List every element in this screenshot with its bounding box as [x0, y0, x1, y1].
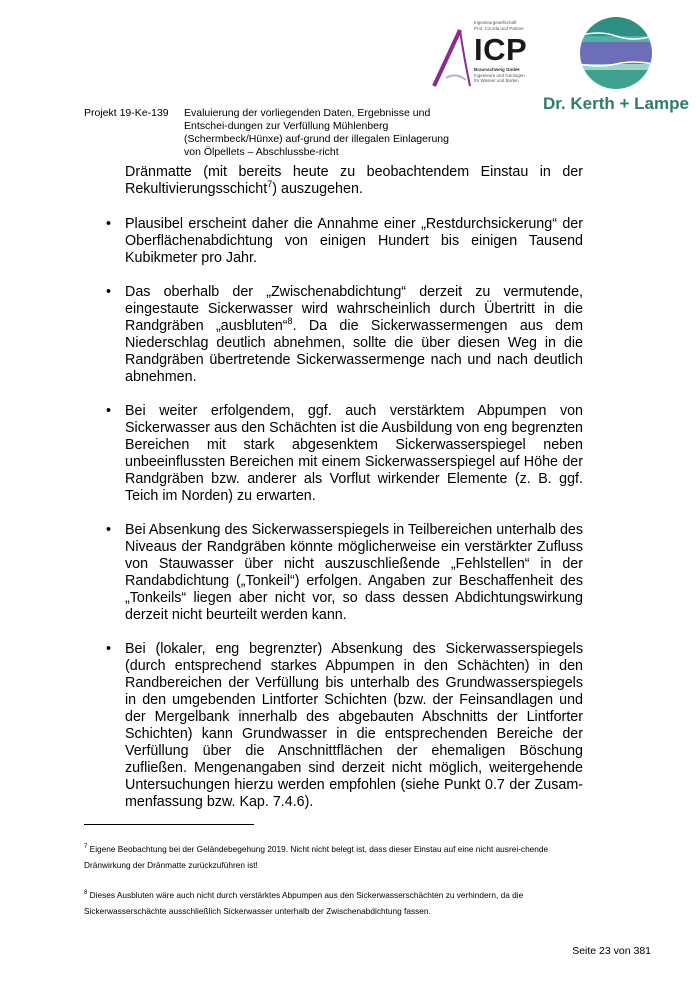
icp-logo-mark-icon: [432, 28, 472, 88]
kerth-lampe-name: Dr. Kerth + Lampe: [543, 94, 689, 113]
icp-logo-name: ICP: [474, 32, 528, 67]
list-item: • Plausibel erscheint daher die Annahme einer „Restdurchsickerung“ der Oberflächenabdichtung von einigen Hundert bis einigen Tausend Kubikmeter pro Jahr.: [125, 216, 583, 267]
footnote-7: $^7$ Eigene Beobachtung bei der Geländebegehung 2019. Nicht nicht belegt ist, dass dieser Einstau auf eine nicht ausrei-chende Dränwirkung der Dränmatte zurückzuführen ist!: [84, 844, 549, 870]
footnote-8: $^8$ Dieses Ausbluten wäre auch nicht durch verstärktes Abpumpen aus den Sickerwasserschächten zu verhindern, da die Sickerwasserschächte ausschließlich Sickerwasser unterhalb der Zwischenabdichtung fassen.: [84, 890, 524, 916]
globe-icon: [579, 16, 653, 90]
icp-logo-tagline: Ingenieurgesellschaft Prof. Czurda und Partner: [474, 20, 525, 31]
list-item: • Das oberhalb der „Zwischenabdichtung“ derzeit zu vermutende, eingestaute Sickerwasser wird wahrscheinlich durch Übertritt in die Randgräben „ausbluten“$^8$. Da die Sickerwassermengen aus dem Niederschlag deutlich abnehmen, sollte die über diesen Weg in die Randgräben übertretende Sickerwassermenge nach und nach deutlich abnehmen.: [125, 284, 583, 386]
bullet-list: [125, 216, 583, 811]
intro-paragraph: Dränmatte (mit bereits heute zu beobachtendem Einstau in der Rekultivierungsschicht$^7$) auszugehen.: [125, 164, 583, 197]
footnote-ref-8[interactable]: 8: [287, 316, 293, 327]
list-item: • Bei Absenkung des Sickerwasserspiegels in Teilbereichen unterhalb des Niveaus der Randgräben könnte möglicherweise ein verstärkter Zufluss von Stauwasser über nicht auszuschließende „Fehlstellen“ in der Randabdichtung („Tonkeil“) erfolgen. Angaben zur Beschaffenheit des „Tonkeils“ liegen aber nicht vor, so dass dessen Abdichtungswirkung derzeit nicht beurteilt werden kann.: [125, 522, 583, 624]
list-item: • Bei (lokaler, eng begrenzter) Absenkung des Sickerwasserspiegels (durch entsprechend starkes Abpumpen in den Schächten) in den Randbereichen der Verfüllung bis unterhalb des Grundwasserspiegels in den umgebenden Lintforter Schichten (bzw. der Feinsandlagen und der Mergelbank innerhalb des abgebauten Abschnitts der Lintforter Schichten) kann Grundwasser in die entsprechenden Bereiche der Verfüllung über die Anschnittflächen der ehemaligen Böschung zufließen. Mengenangaben sind derzeit nicht möglich, weitergehende Untersuchungen hierzu werden empfohlen (siehe Punkt 0.7 der Zusam-menfassung bzw. Kap. 7.4.6).: [125, 641, 583, 811]
footnote-ref-7[interactable]: 7: [267, 179, 273, 190]
footnote-divider: [84, 824, 254, 825]
document-title: Evaluierung der vorliegenden Daten, Ergebnisse und Entschei-dungen zur Verfüllung Mühlenberg (Schermbeck/Hünxe) auf-grund der illegalen Einlagerung von Ölpellets – Abschlussbe-richt: [184, 107, 449, 158]
list-item: • Bei weiter erfolgendem, ggf. auch verstärktem Abpumpen von Sickerwasser aus den Schächten ist die Ausbildung von eng begrenzten Bereichen mit stark abgesenktem Sickerwasserspiegel neben unbeeinflussten Bereichen mit einem Sickerwasserspiegel auf Höhe der Randgräben bzw. anderer als Vorflut wirkender Elemente (z. B. ggf. Teich im Norden) zu erwarten.: [125, 403, 583, 505]
kerth-lampe-logo: [541, 16, 691, 116]
page-number: Seite 23 von 381: [572, 945, 651, 957]
document-body: [125, 164, 583, 828]
project-number: Projekt 19-Ke-139: [84, 107, 169, 119]
icp-logo: [432, 20, 542, 90]
icp-logo-subtitle: Braunschweig GmbH Ingenieure und Geologen für Wasser und Boden: [474, 67, 525, 83]
